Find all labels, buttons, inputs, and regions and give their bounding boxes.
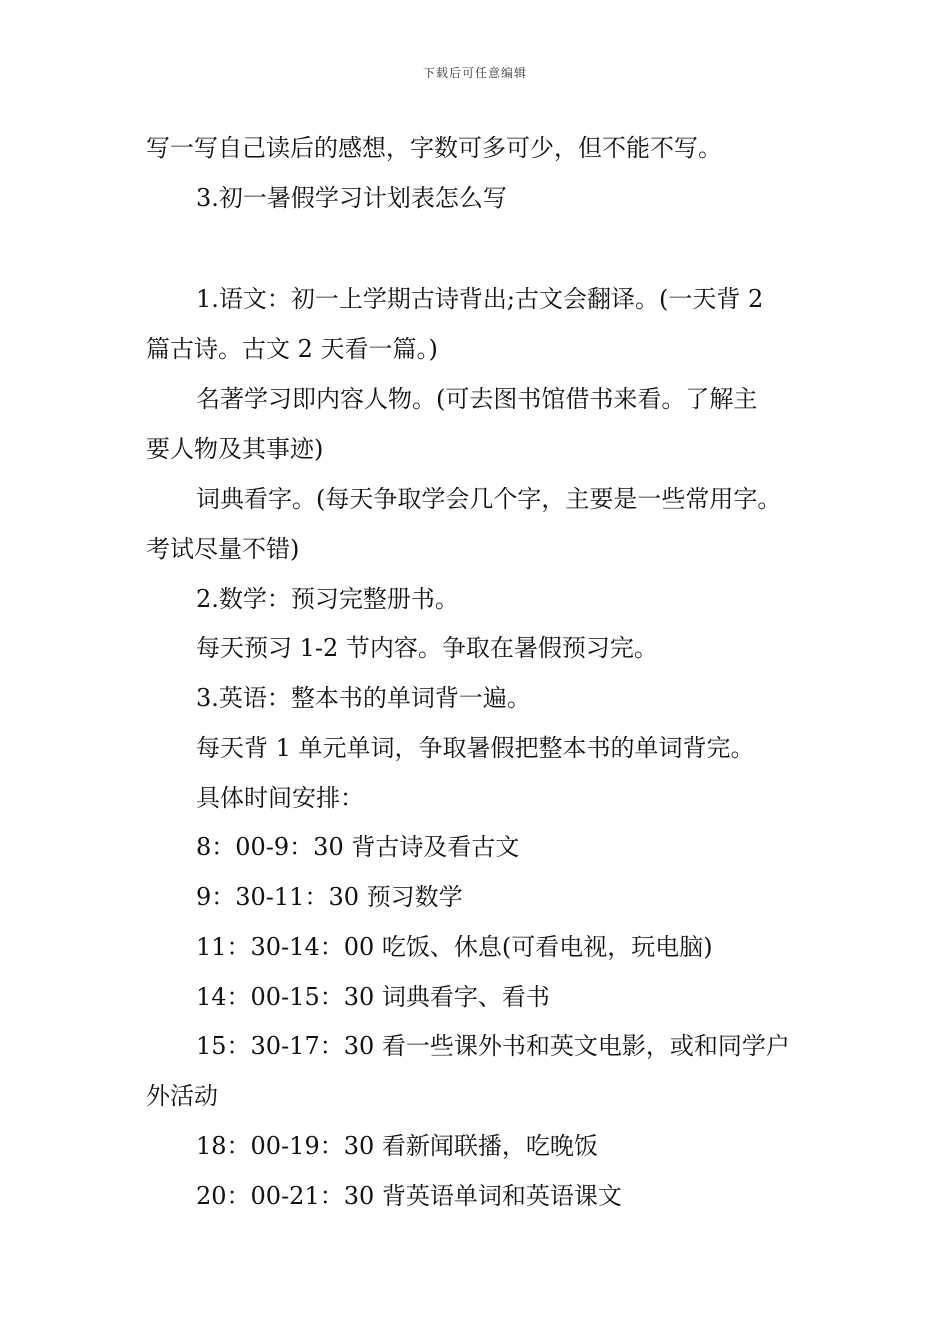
body-line: 3.英语：整本书的单词背一遍。 <box>196 684 531 712</box>
schedule-line: 8：00-9：30 背古诗及看古文 <box>196 833 520 861</box>
schedule-line: 18：00-19：30 看新闻联播，吃晚饭 <box>196 1132 598 1160</box>
body-line: 名著学习即内容人物。(可去图书馆借书来看。了解主 <box>196 385 758 413</box>
body-line: 2.数学：预习完整册书。 <box>196 585 459 613</box>
schedule-line: 外活动 <box>146 1082 218 1110</box>
schedule-line: 11：30-14：00 吃饭、休息(可看电视，玩电脑) <box>196 933 713 961</box>
body-line: 篇古诗。古文 2 天看一篇。) <box>146 335 438 363</box>
body-line: 每天预习 1-2 节内容。争取在暑假预习完。 <box>196 634 658 662</box>
body-line: 每天背 1 单元单词，争取暑假把整本书的单词背完。 <box>196 734 755 762</box>
schedule-line: 14：00-15：30 词典看字、看书 <box>196 983 550 1011</box>
body-line: 词典看字。(每天争取学会几个字，主要是一些常用字。 <box>196 485 782 513</box>
schedule-line: 20：00-21：30 背英语单词和英语课文 <box>196 1182 622 1210</box>
body-line: 1.语文：初一上学期古诗背出;古文会翻译。(一天背 2 <box>196 285 764 313</box>
schedule-line: 15：30-17：30 看一些课外书和英文电影，或和同学户 <box>196 1032 790 1060</box>
schedule-line: 9：30-11：30 预习数学 <box>196 883 463 911</box>
body-line: 要人物及其事迹) <box>146 435 324 463</box>
body-line: 写一写自己读后的感想，字数可多可少，但不能不写。 <box>146 134 722 162</box>
page-header: 下载后可任意编辑 <box>422 66 527 80</box>
body-line: 考试尽量不错) <box>146 535 300 563</box>
body-line: 具体时间安排： <box>196 784 364 812</box>
section-heading: 3.初一暑假学习计划表怎么写 <box>196 184 507 212</box>
